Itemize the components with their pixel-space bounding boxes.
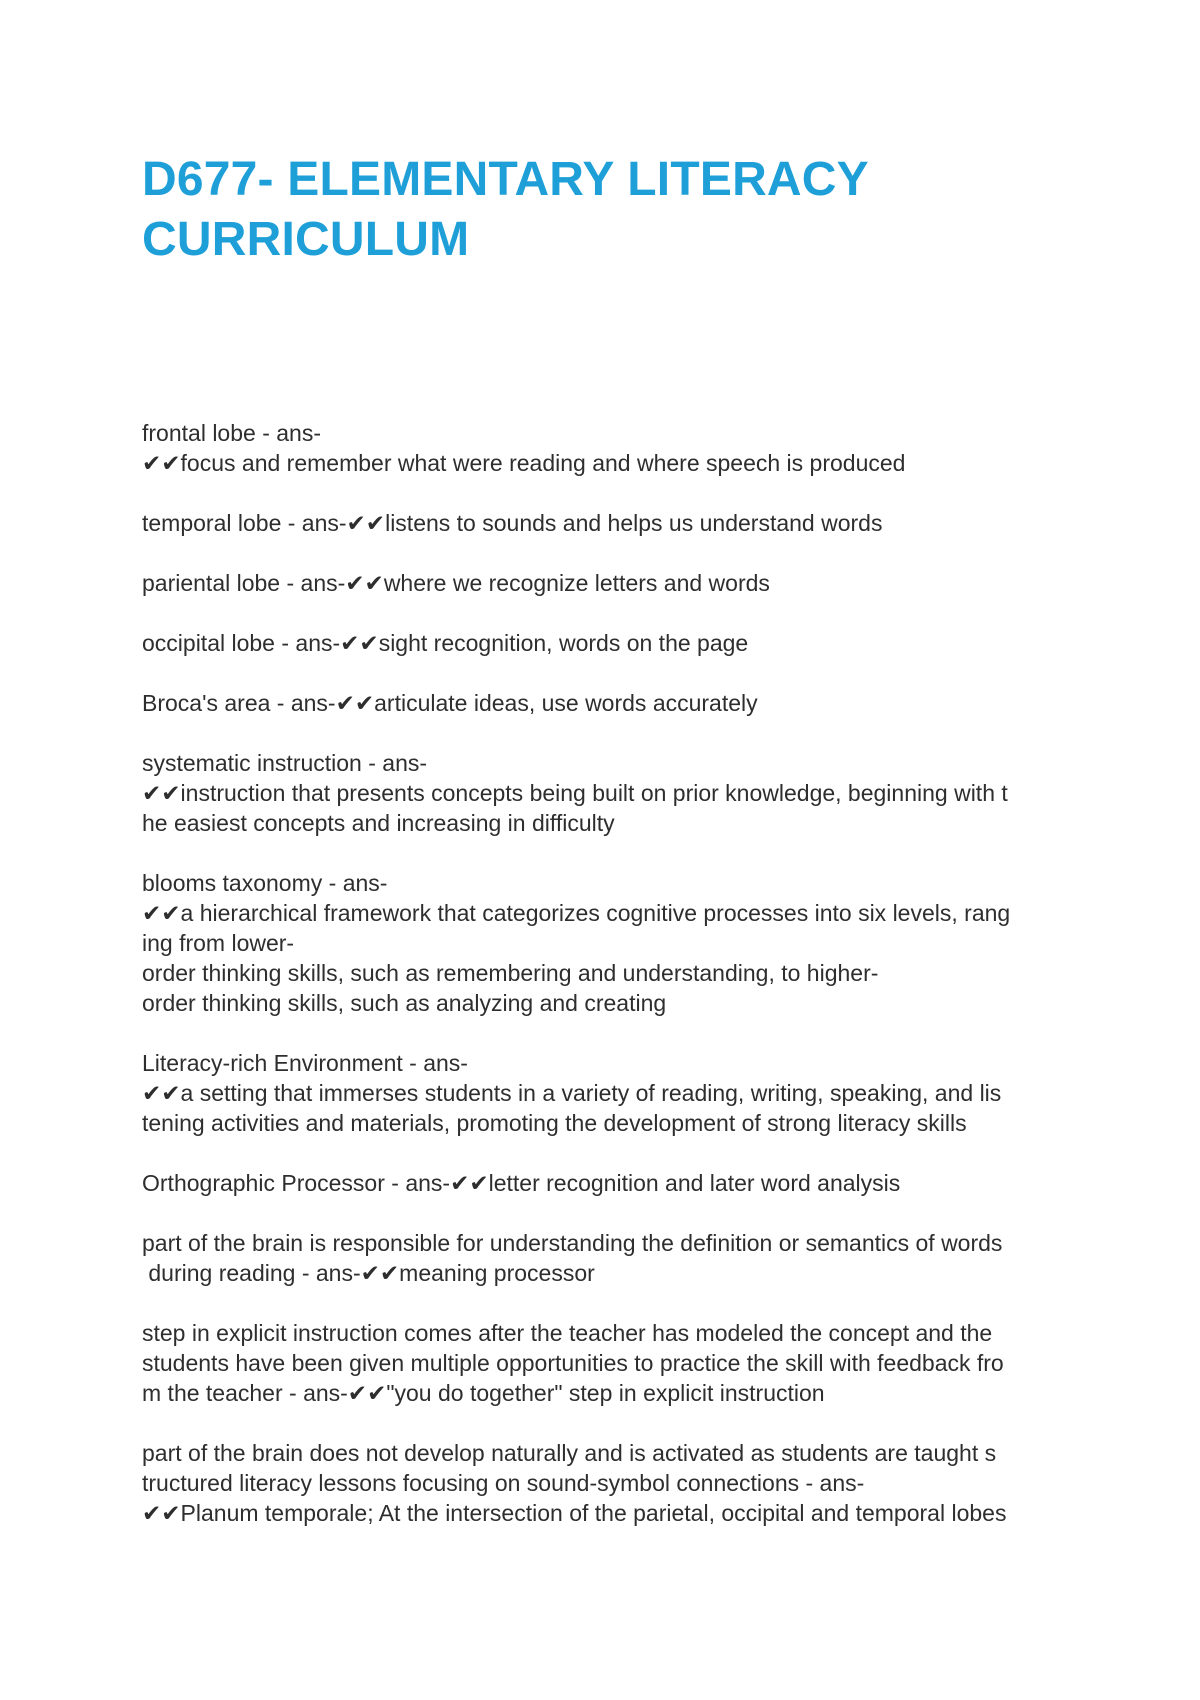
entry-line: step in explicit instruction comes after the teacher has modeled the concept and the [142, 1320, 999, 1346]
flashcard-entry [142, 508, 1062, 538]
entry-line: Broca's area - ans-✔✔articulate ideas, use words accurately [142, 690, 758, 716]
flashcard-entry [142, 1048, 1062, 1138]
entry-line: tructured literacy lessons focusing on sound-symbol connections - ans- [142, 1470, 865, 1496]
flashcard-entry [142, 748, 1062, 838]
title-line-1: D677- ELEMENTARY LITERACY [142, 153, 869, 206]
entry-line: frontal lobe - ans- [142, 420, 321, 446]
flashcard-entry [142, 1228, 1062, 1288]
entry-line: systematic instruction - ans- [142, 750, 428, 776]
entry-line: Literacy-rich Environment - ans- [142, 1050, 468, 1076]
entry-line: he easiest concepts and increasing in difficulty [142, 810, 615, 836]
entry-line: ✔✔a setting that immerses students in a variety of reading, writing, speaking, and lis [142, 1080, 1002, 1106]
flashcard-entry [142, 868, 1062, 1018]
entry-line: students have been given multiple opportunities to practice the skill with feedback fro [142, 1350, 1004, 1376]
flashcard-list [142, 418, 1062, 1558]
title-line-2: CURRICULUM [142, 213, 470, 266]
entry-line: part of the brain is responsible for understanding the definition or semantics of words [142, 1230, 1003, 1256]
flashcard-entry [142, 1168, 1062, 1198]
flashcard-entry [142, 418, 1062, 478]
entry-line: ✔✔a hierarchical framework that categorizes cognitive processes into six levels, rang [142, 900, 1011, 926]
entry-line: temporal lobe - ans-✔✔listens to sounds and helps us understand words [142, 510, 883, 536]
flashcard-entry [142, 1438, 1062, 1528]
entry-line: blooms taxonomy - ans- [142, 870, 388, 896]
flashcard-entry [142, 568, 1062, 598]
entry-line: m the teacher - ans-✔✔"you do together" step in explicit instruction [142, 1380, 825, 1406]
document-page [142, 150, 1062, 1526]
entry-line: ing from lower- [142, 930, 295, 956]
entry-line: during reading - ans-✔✔meaning processor [142, 1260, 595, 1286]
flashcard-entry [142, 1318, 1062, 1408]
entry-line: ✔✔Planum temporale; At the intersection of the parietal, occipital and temporal lobes [142, 1500, 1007, 1526]
entry-line: ✔✔instruction that presents concepts being built on prior knowledge, beginning with t [142, 780, 1008, 806]
document-title [142, 150, 1062, 270]
entry-line: occipital lobe - ans-✔✔sight recognition, words on the page [142, 630, 749, 656]
entry-line: pariental lobe - ans-✔✔where we recognize letters and words [142, 570, 770, 596]
flashcard-entry [142, 628, 1062, 658]
flashcard-entry [142, 688, 1062, 718]
entry-line: ✔✔focus and remember what were reading and where speech is produced [142, 450, 906, 476]
entry-line: order thinking skills, such as remembering and understanding, to higher- [142, 960, 879, 986]
entry-line: part of the brain does not develop naturally and is activated as students are taught s [142, 1440, 997, 1466]
entry-line: Orthographic Processor - ans-✔✔letter recognition and later word analysis [142, 1170, 901, 1196]
entry-line: tening activities and materials, promoting the development of strong literacy skills [142, 1110, 967, 1136]
entry-line: order thinking skills, such as analyzing and creating [142, 990, 667, 1016]
